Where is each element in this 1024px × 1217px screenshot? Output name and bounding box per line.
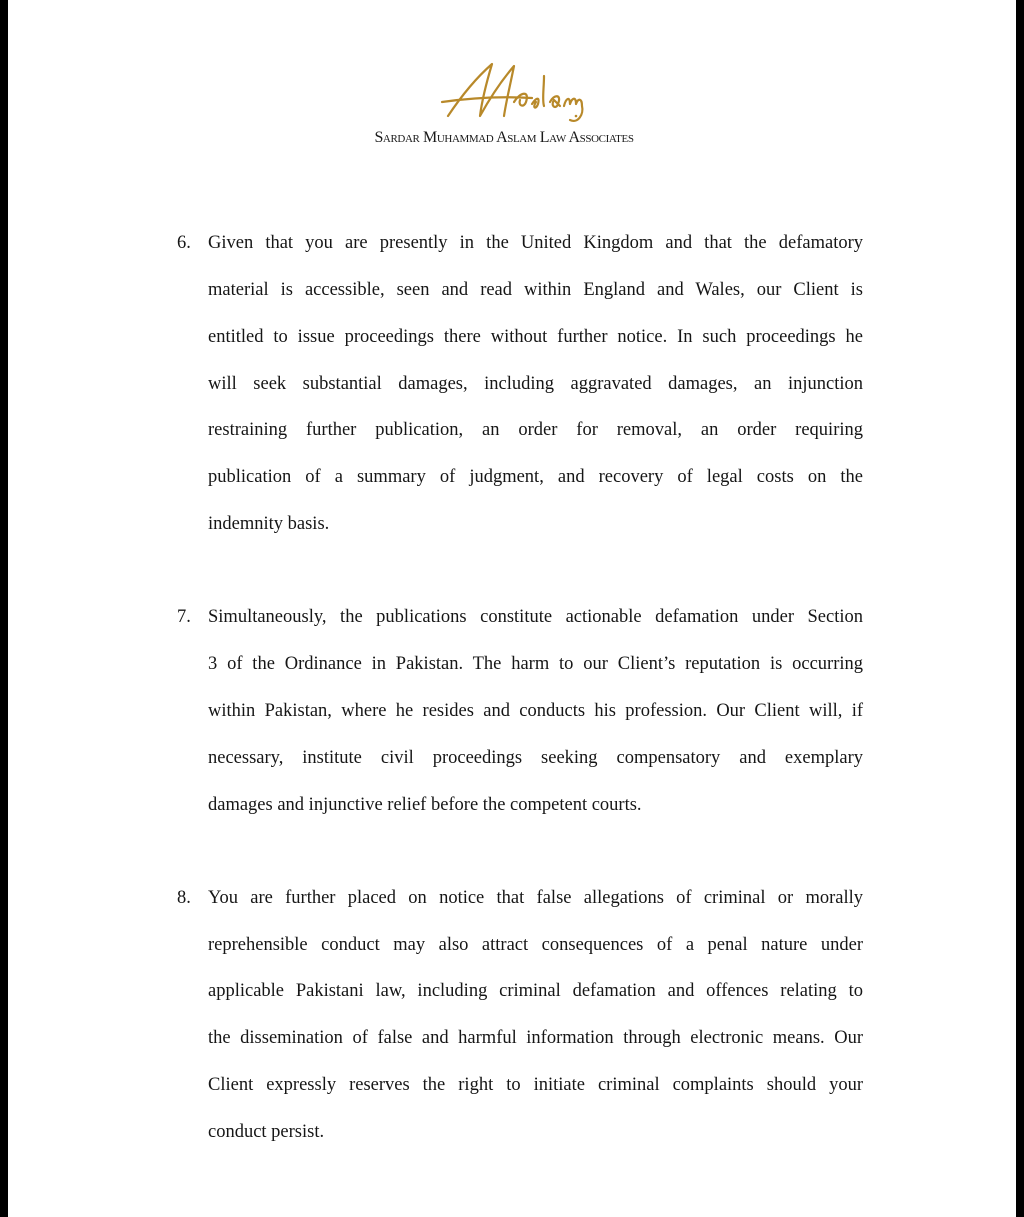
paragraph-line: restraining further publication, an order for removal, an order requiring [208,420,863,440]
paragraph-line: applicable Pakistani law, including criminal defamation and offences relating to [208,981,863,1001]
paragraph-line: reprehensible conduct may also attract consequences of a penal nature under [208,935,863,955]
paragraph-line: will seek substantial damages, including aggravated damages, an injunction [208,374,863,394]
paragraph-line: necessary, institute civil proceedings seeking compensatory and exemplary [208,748,863,768]
paragraph-line: the dissemination of false and harmful information through electronic means. Our [208,1028,863,1048]
paragraph-line: Given that you are presently in the United Kingdom and that the defamatory [208,233,863,253]
signature-logo [440,58,600,130]
paragraph-line: damages and injunctive relief before the competent courts. [208,795,642,815]
paragraph-line: material is accessible, seen and read within England and Wales, our Client is [208,280,863,300]
paragraph-line: You are further placed on notice that false allegations of criminal or morally [208,888,863,908]
paragraph-line: publication of a summary of judgment, and recovery of legal costs on the [208,467,863,487]
paragraph-line: entitled to issue proceedings there without further notice. In such proceedings he [208,327,863,347]
paragraph-number: 6. [177,233,191,253]
paragraph-number: 8. [177,888,191,908]
paragraph-line: Client expressly reserves the right to initiate criminal complaints should your [208,1075,863,1095]
paragraph-line: conduct persist. [208,1122,325,1142]
paragraph-line: within Pakistan, where he resides and conducts his profession. Our Client will, if [208,701,863,721]
firm-name: Sardar Muhammad Aslam Law Associates [374,129,634,146]
paragraph-line: Simultaneously, the publications constitute actionable defamation under Section [208,607,863,627]
paragraph-line: indemnity basis. [208,514,330,534]
paragraph-number: 7. [177,607,191,627]
paragraph-line: 3 of the Ordinance in Pakistan. The harm to our Client’s reputation is occurring [208,654,863,674]
